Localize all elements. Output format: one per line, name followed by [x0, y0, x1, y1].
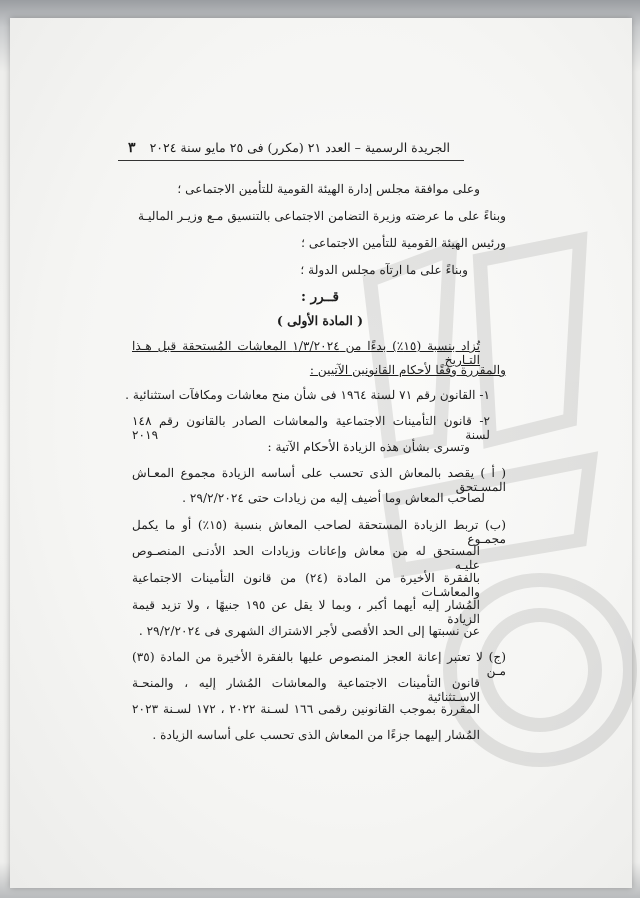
article-intro-line-1: تُزاد بنسبة (١٥٪) بدءًا من ١/٣/٢٠٢٤ المعاشات المُستحقة قبل هـذا التـاريخ: [132, 339, 480, 367]
law-item-2: ٢- قانون التأمينات الاجتماعية والمعاشات الصادر بالقانون رقم ١٤٨ لسنة ٢٠١٩: [132, 414, 490, 442]
rule-a-line-1: ( أ ) يقصد بالمعاش الذى تحسب على أساسه الزيادة مجموع المعـاش المسـتحق: [132, 466, 506, 494]
law-item-1: ١- القانون رقم ٧١ لسنة ١٩٦٤ فى شأن منح معاشات ومكافآت استثنائية .: [125, 388, 490, 402]
article-intro-line-2: والمقررة وفقًا لأحكام القانونين الآتيين :: [309, 363, 506, 377]
decision-title: قــرر :: [300, 289, 339, 305]
preamble-line-1: وعلى موافقة مجلس إدارة الهيئة القومية للتأمين الاجتماعى ؛: [177, 182, 480, 196]
rule-b-line-2: المستحق له من معاش وإعانات وزيادات الحد الأدنـى المنصـوص عليـه: [132, 544, 480, 572]
rule-c-line-4: المُشار إليهما جزءًا من المعاش الذى تحسب على أساسه الزيادة .: [152, 728, 480, 742]
article-title: ( المادة الأولى ): [276, 313, 364, 328]
rule-b-line-5: عن نسبتها إلى الحد الأقصى لأجر الاشتراك الشهرى فى ٢٩/٢/٢٠٢٤ .: [138, 624, 480, 638]
preamble-line-3: ورئيس الهيئة القومية للتأمين الاجتماعى ؛: [301, 236, 506, 250]
rules-intro: وتسرى بشأن هذه الزيادة الأحكام الآتية :: [267, 440, 470, 454]
page-number: ٣: [128, 140, 136, 156]
rule-c-line-3: المقررة بموجب القانونين رقمى ١٦٦ لسـنة ٢٠٢٢ ، ١٧٢ لسـنة ٢٠٢٣: [132, 702, 481, 716]
rule-c-line-2: قانون التأمينات الاجتماعية والمعاشات المُشار إليه ، والمنحـة الاسـتثنائية: [132, 676, 480, 704]
preamble-line-4: وبناءً على ما ارتآه مجلس الدولة ؛: [300, 263, 468, 277]
page-header-title: الجريدة الرسمية – العدد ٢١ (مكرر) فى ٢٥ مايو سنة ٢٠٢٤: [149, 140, 450, 155]
rule-c-line-1: (ج) لا تعتبر إعانة العجز المنصوص عليها بالفقرة الأخيرة من المادة (٣٥) مـن: [132, 650, 506, 678]
header-divider: [118, 160, 464, 161]
rule-b-line-3: بالفقرة الأخيرة من المادة (٢٤) من قانون التأمينات الاجتماعية والمعاشـات: [132, 571, 480, 599]
rule-b-line-1: (ب) تربط الزيادة المستحقة لصاحب المعاش بنسبة (١٥٪) أو ما يكمل مجمـوع: [132, 518, 506, 546]
rule-a-line-2: لصاحب المعاش وما أضيف إليه من زيادات حتى ٢٩/٢/٢٠٢٤ .: [182, 491, 485, 505]
rule-b-line-4: المُشار إليه أيهما أكبر ، وبما لا يقل عن ١٩٥ جنيهًا ، ولا تزيد قيمة الزيادة: [132, 598, 480, 626]
preamble-line-2: وبناءً على ما عرضته وزيرة التضامن الاجتماعى بالتنسيق مـع وزيـر الماليـة: [138, 209, 506, 223]
